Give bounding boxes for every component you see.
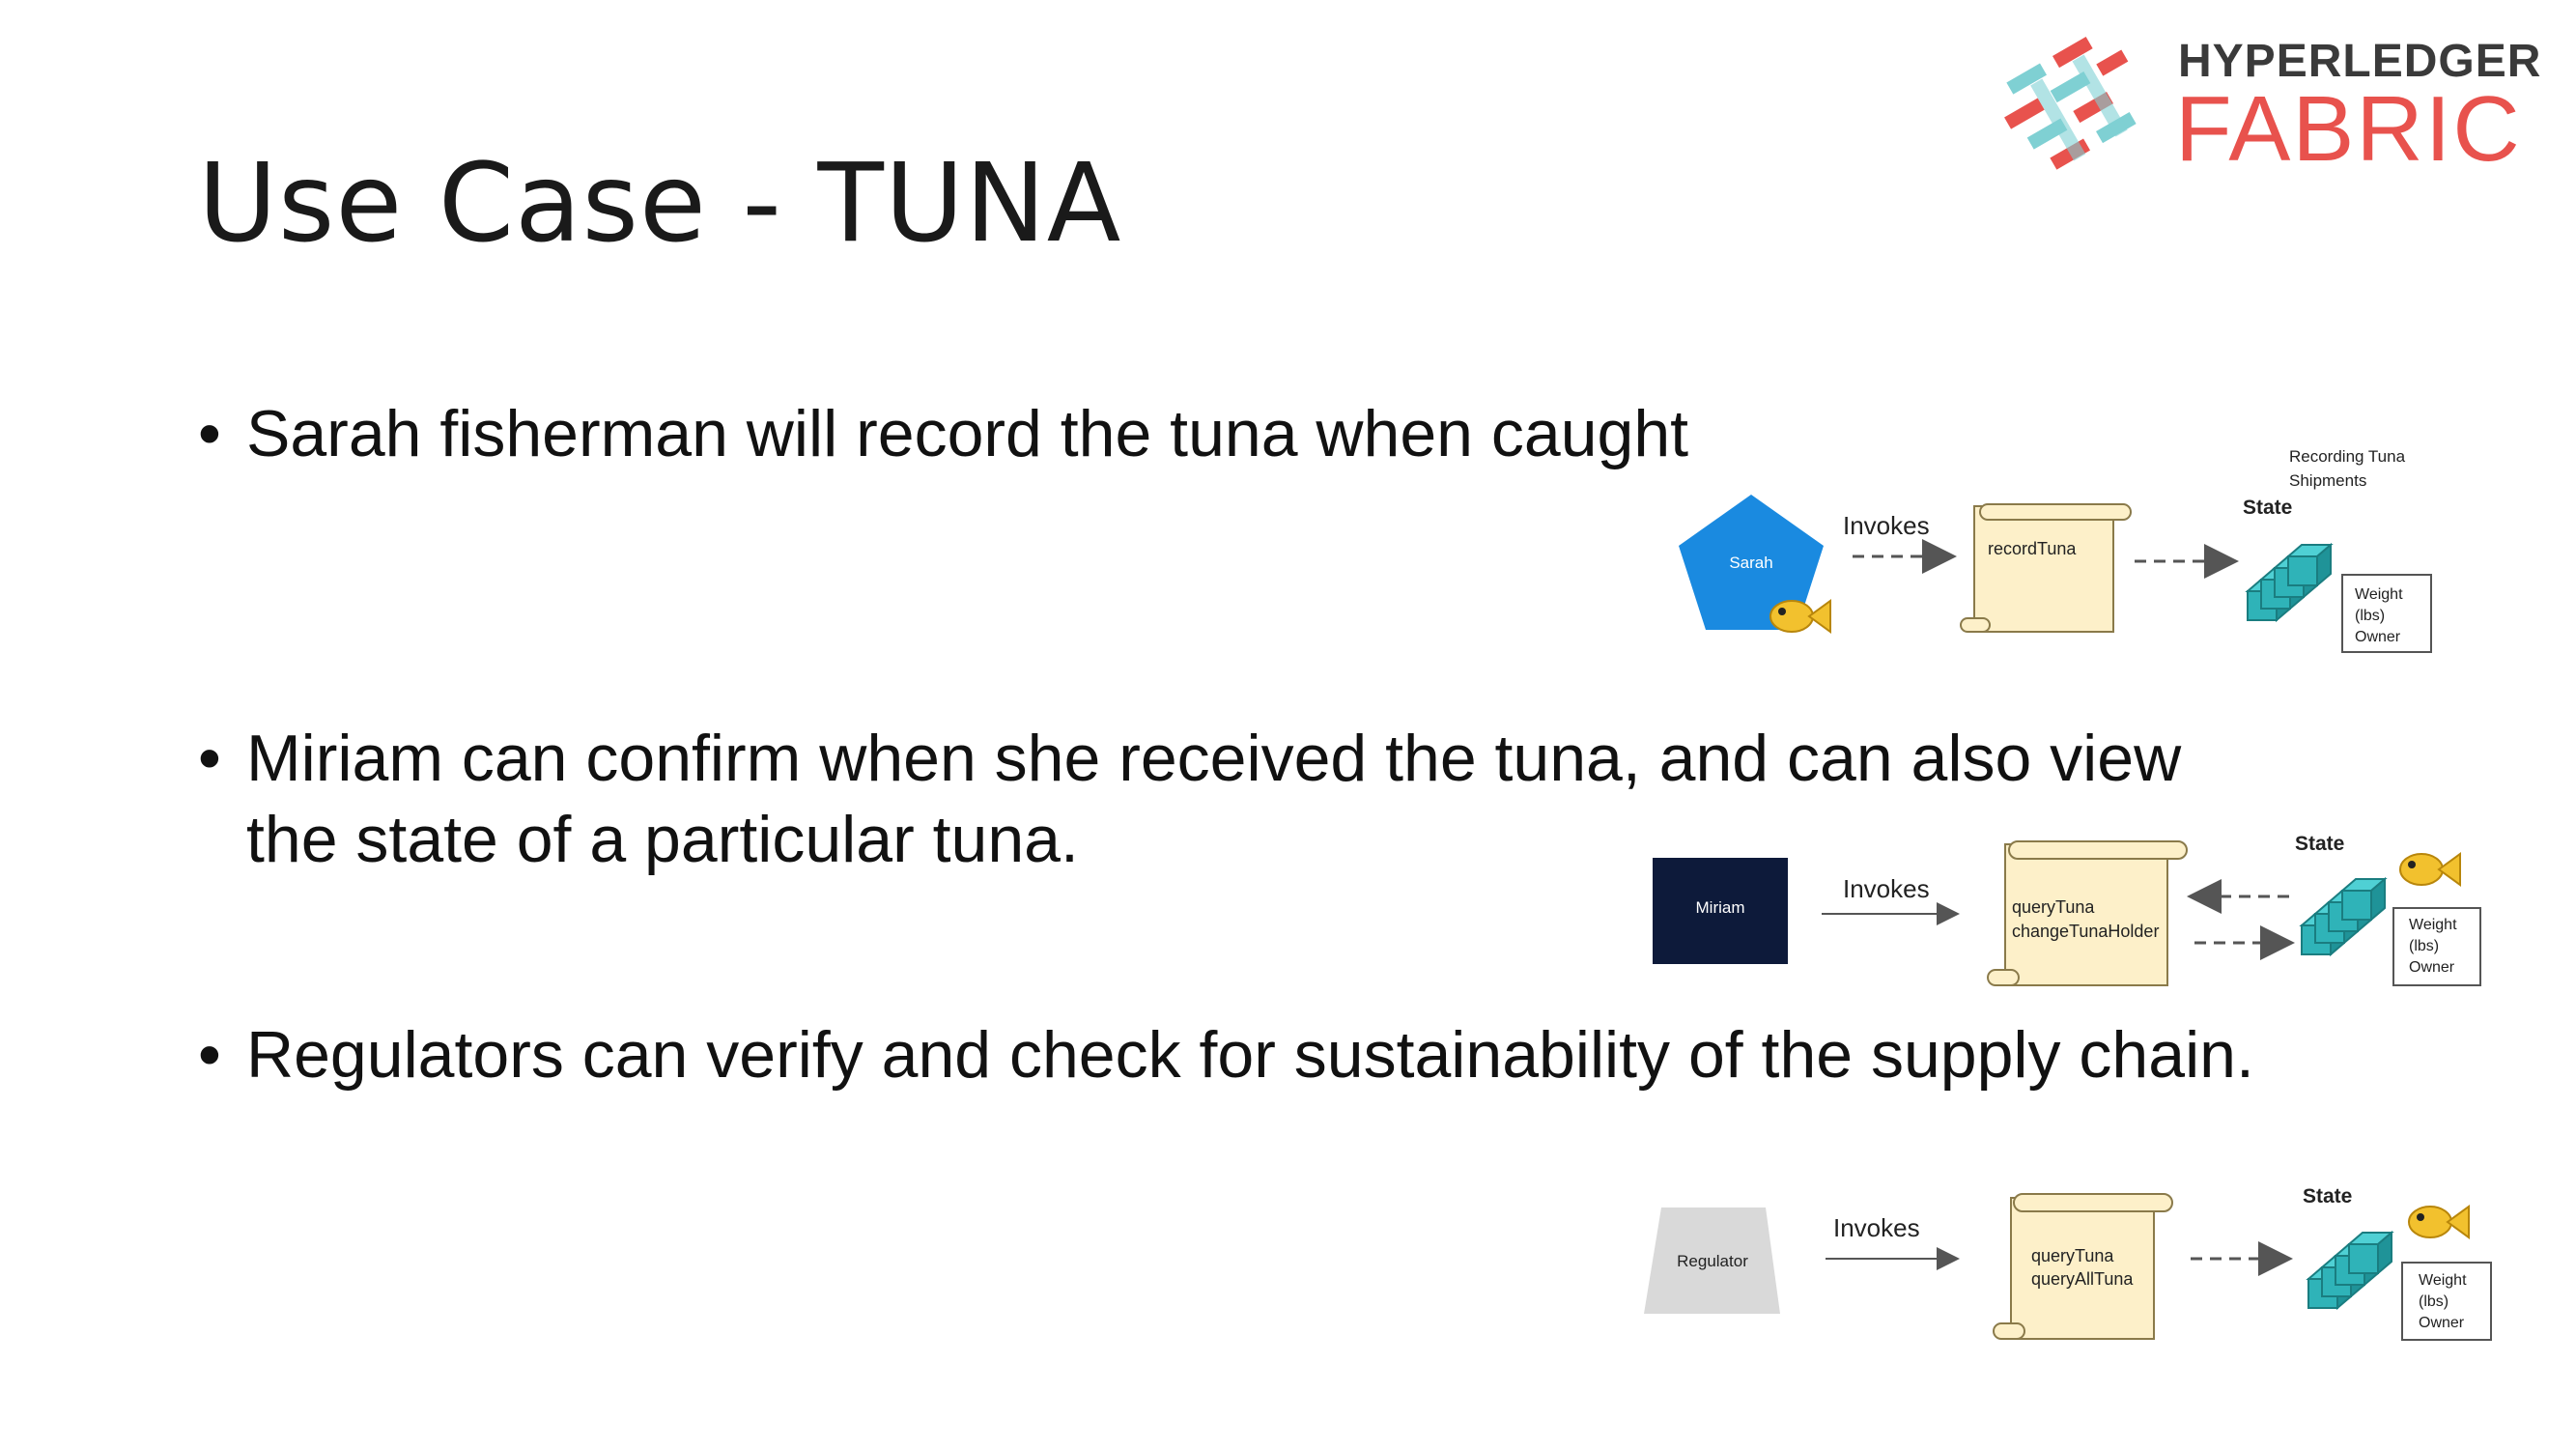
record-lbs: (lbs) (2355, 608, 2386, 624)
chaincode-queryalltuna: queryAllTuna (2031, 1269, 2134, 1289)
invokes-label: Invokes (1833, 1213, 1920, 1242)
bullet-text: Regulators can verify and check for sustainability of the supply chain. (246, 1018, 2254, 1092)
diagram-query-change (1653, 833, 2480, 985)
fish-icon (1770, 601, 1830, 632)
bullet-marker: • (198, 722, 221, 795)
bullet-text: Sarah fisherman will record the tuna when caught (246, 397, 1689, 470)
chaincode-scroll (1994, 1194, 2172, 1339)
record-lbs: (lbs) (2419, 1293, 2449, 1310)
state-cubes (2302, 879, 2385, 954)
record-owner: Owner (2409, 959, 2455, 976)
actor-sarah: Sarah (1729, 554, 1773, 572)
record-weight: Weight (2409, 917, 2457, 933)
caption-line1: Recording Tuna (2289, 447, 2406, 466)
chaincode-querytuna: queryTuna (2012, 897, 2095, 917)
bullet-text: Miriam can confirm when she received the tuna, and can also view (246, 722, 2182, 795)
diagram-record-tuna (1679, 447, 2431, 652)
bullet-marker: • (198, 1018, 221, 1092)
chaincode-changetunaholder: changeTunaHolder (2012, 922, 2160, 941)
chaincode-scroll (1961, 504, 2131, 632)
record-lbs: (lbs) (2409, 938, 2440, 954)
record-weight: Weight (2355, 586, 2403, 603)
fish-icon (2400, 854, 2460, 885)
record-owner: Owner (2419, 1315, 2465, 1331)
slide-title: Use Case - TUNA (198, 141, 1122, 267)
logo-fabric: FABRIC (2175, 77, 2522, 181)
state-cubes (2308, 1233, 2392, 1308)
record-weight: Weight (2419, 1272, 2467, 1289)
invokes-label: Invokes (1843, 874, 1930, 903)
state-label: State (2243, 497, 2293, 519)
fish-icon (2409, 1207, 2469, 1237)
record-owner: Owner (2355, 629, 2401, 645)
diagram-query-all (1644, 1185, 2491, 1340)
bullet-marker: • (198, 397, 221, 470)
actor-regulator: Regulator (1677, 1252, 1748, 1270)
actor-miriam: Miriam (1695, 898, 1745, 917)
state-label: State (2303, 1185, 2353, 1208)
invokes-label: Invokes (1843, 511, 1930, 540)
chaincode-recordtuna: recordTuna (1988, 539, 2077, 558)
chaincode-querytuna: queryTuna (2031, 1246, 2114, 1265)
logo-hyperledger: HYPERLEDGER (2178, 36, 2542, 87)
caption-line2: Shipments (2289, 471, 2367, 490)
state-cubes (2248, 545, 2331, 620)
bullet-text-continued: the state of a particular tuna. (246, 803, 1079, 876)
state-label: State (2295, 833, 2345, 855)
